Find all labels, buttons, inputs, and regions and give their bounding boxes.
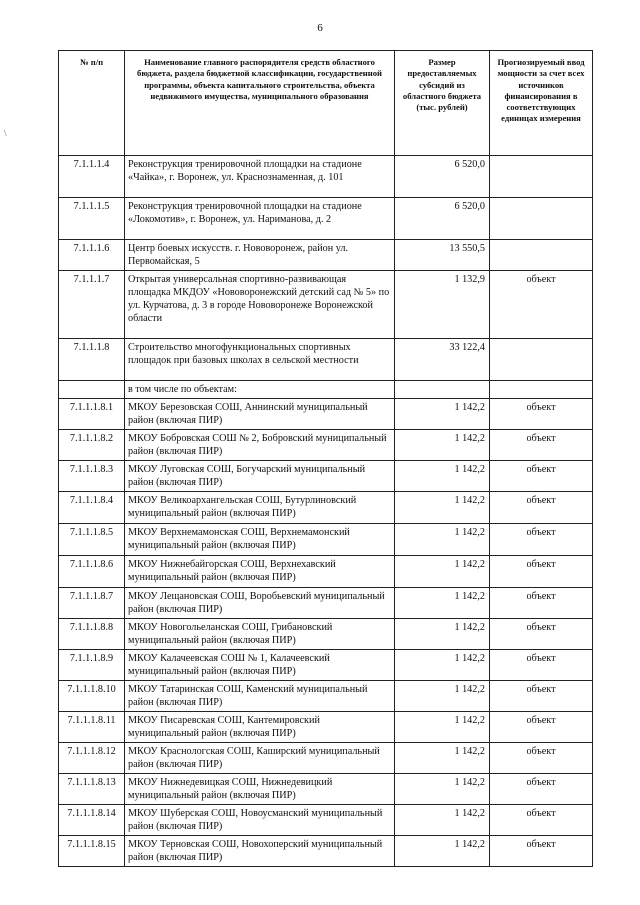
row-amount: 1 142,2 xyxy=(395,492,490,524)
table-row xyxy=(59,430,593,461)
table-row xyxy=(59,492,593,524)
row-name: МКОУ Калачеевская СОШ № 1, Калачеевский муниципальный район (включая ПИР) xyxy=(125,650,395,681)
table-row xyxy=(59,461,593,492)
table-row xyxy=(59,743,593,774)
row-capacity: объект xyxy=(490,712,593,743)
table-row xyxy=(59,588,593,619)
table-row xyxy=(59,712,593,743)
row-amount: 1 142,2 xyxy=(395,430,490,461)
row-number: 7.1.1.1.5 xyxy=(59,198,125,240)
row-capacity xyxy=(490,339,593,381)
row-capacity: объект xyxy=(490,650,593,681)
row-number: 7.1.1.1.8.1 xyxy=(59,399,125,430)
table-row xyxy=(59,681,593,712)
row-name: Открытая универсальная спортивно-развивающая площадка МКДОУ «Нововоронежский детский сад № 5» по ул. Курчатова, д. 3 в городе Нововоронеже Воронежской области xyxy=(125,271,395,339)
row-name: МКОУ Татаринская СОШ, Каменский муниципальный район (включая ПИР) xyxy=(125,681,395,712)
row-capacity: объект xyxy=(490,524,593,556)
table-row xyxy=(59,198,593,240)
page-number: 6 xyxy=(317,22,323,34)
row-name: МКОУ Писаревская СОШ, Кантемировский муниципальный район (включая ПИР) xyxy=(125,712,395,743)
row-number: 7.1.1.1.8.7 xyxy=(59,588,125,619)
header-name: Наименование главного распорядителя средств областного бюджета, раздела бюджетной классификации, государственной программы, объекта капитального строительства, объекта недвижимого имущества, муниципального образования xyxy=(125,51,395,156)
table-row xyxy=(59,805,593,836)
table-header-row xyxy=(59,51,593,156)
row-number: 7.1.1.1.8.4 xyxy=(59,492,125,524)
row-name: Строительство многофункциональных спортивных площадок при базовых школах в сельской местности xyxy=(125,339,395,381)
row-capacity: объект xyxy=(490,430,593,461)
row-name: МКОУ Луговская СОШ, Богучарский муниципальный район (включая ПИР) xyxy=(125,461,395,492)
table-row xyxy=(59,339,593,381)
row-name: МКОУ Верхнемамонская СОШ, Верхнемамонский муниципальный район (включая ПИР) xyxy=(125,524,395,556)
row-amount xyxy=(395,381,490,399)
margin-mark: \ xyxy=(4,128,7,138)
row-amount: 1 142,2 xyxy=(395,650,490,681)
row-name: МКОУ Краснологская СОШ, Каширский муниципальный район (включая ПИР) xyxy=(125,743,395,774)
row-number: 7.1.1.1.8.10 xyxy=(59,681,125,712)
row-capacity xyxy=(490,198,593,240)
row-name: МКОУ Нижнебайгорская СОШ, Верхнехавский муниципальный район (включая ПИР) xyxy=(125,556,395,588)
row-name: МКОУ Нижнедевицкая СОШ, Нижнедевицкий муниципальный район (включая ПИР) xyxy=(125,774,395,805)
row-number: 7.1.1.1.8.12 xyxy=(59,743,125,774)
row-capacity xyxy=(490,240,593,271)
row-amount: 1 142,2 xyxy=(395,461,490,492)
row-number: 7.1.1.1.8.13 xyxy=(59,774,125,805)
row-capacity xyxy=(490,381,593,399)
row-capacity: объект xyxy=(490,774,593,805)
row-number: 7.1.1.1.8.15 xyxy=(59,836,125,867)
row-capacity: объект xyxy=(490,271,593,339)
row-capacity: объект xyxy=(490,588,593,619)
row-amount: 6 520,0 xyxy=(395,156,490,198)
row-number: 7.1.1.1.6 xyxy=(59,240,125,271)
row-amount: 13 550,5 xyxy=(395,240,490,271)
row-capacity: объект xyxy=(490,461,593,492)
row-amount: 1 142,2 xyxy=(395,524,490,556)
row-number: 7.1.1.1.8.5 xyxy=(59,524,125,556)
table-row xyxy=(59,836,593,867)
row-amount: 33 122,4 xyxy=(395,339,490,381)
table-row xyxy=(59,240,593,271)
row-name: МКОУ Терновская СОШ, Новохоперский муниципальный район (включая ПИР) xyxy=(125,836,395,867)
table-row xyxy=(59,381,593,399)
row-amount: 1 142,2 xyxy=(395,836,490,867)
row-number: 7.1.1.1.8.14 xyxy=(59,805,125,836)
row-capacity: объект xyxy=(490,619,593,650)
table-row xyxy=(59,650,593,681)
row-capacity: объект xyxy=(490,492,593,524)
row-name: Реконструкция тренировочной площадки на стадионе «Локомотив», г. Воронеж, ул. Нариманова, д. 2 xyxy=(125,198,395,240)
table-row xyxy=(59,524,593,556)
table-row xyxy=(59,774,593,805)
row-capacity: объект xyxy=(490,743,593,774)
header-amount: Размер предоставляемых субсидий из областного бюджета (тыс. рублей) xyxy=(395,51,490,156)
row-number: 7.1.1.1.7 xyxy=(59,271,125,339)
row-amount: 1 142,2 xyxy=(395,588,490,619)
table-row xyxy=(59,271,593,339)
row-name: Реконструкция тренировочной площадки на стадионе «Чайка», г. Воронеж, ул. Краснознаменная, д. 101 xyxy=(125,156,395,198)
row-name: МКОУ Бобровская СОШ № 2, Бобровский муниципальный район (включая ПИР) xyxy=(125,430,395,461)
row-number xyxy=(59,381,125,399)
row-capacity: объект xyxy=(490,681,593,712)
row-number: 7.1.1.1.8.8 xyxy=(59,619,125,650)
row-name: МКОУ Шуберская СОШ, Новоусманский муниципальный район (включая ПИР) xyxy=(125,805,395,836)
row-capacity: объект xyxy=(490,399,593,430)
row-amount: 1 142,2 xyxy=(395,743,490,774)
row-amount: 1 142,2 xyxy=(395,681,490,712)
row-number: 7.1.1.1.4 xyxy=(59,156,125,198)
row-amount: 1 132,9 xyxy=(395,271,490,339)
header-num: № п/п xyxy=(59,51,125,156)
row-number: 7.1.1.1.8.3 xyxy=(59,461,125,492)
row-capacity: объект xyxy=(490,805,593,836)
table-row xyxy=(59,556,593,588)
row-amount: 6 520,0 xyxy=(395,198,490,240)
table-row xyxy=(59,619,593,650)
table-row xyxy=(59,399,593,430)
row-number: 7.1.1.1.8.11 xyxy=(59,712,125,743)
row-name: Центр боевых искусств. г. Нововоронеж, район ул. Первомайская, 5 xyxy=(125,240,395,271)
row-name: в том числе по объектам: xyxy=(125,381,395,399)
subsidy-table xyxy=(58,50,593,867)
row-amount: 1 142,2 xyxy=(395,774,490,805)
row-amount: 1 142,2 xyxy=(395,556,490,588)
table-body xyxy=(59,156,593,867)
row-number: 7.1.1.1.8.9 xyxy=(59,650,125,681)
row-amount: 1 142,2 xyxy=(395,712,490,743)
row-number: 7.1.1.1.8.6 xyxy=(59,556,125,588)
row-amount: 1 142,2 xyxy=(395,399,490,430)
row-name: МКОУ Лещановская СОШ, Воробьевский муниципальный район (включая ПИР) xyxy=(125,588,395,619)
table-row xyxy=(59,156,593,198)
row-number: 7.1.1.1.8 xyxy=(59,339,125,381)
row-name: МКОУ Березовская СОШ, Аннинский муниципальный район (включая ПИР) xyxy=(125,399,395,430)
row-name: МКОУ Великоархангельская СОШ, Бутурлиновский муниципальный район (включая ПИР) xyxy=(125,492,395,524)
header-capacity: Прогнозируемый ввод мощности за счет всех источников финансирования в соответствующих единицах измерения xyxy=(490,51,593,156)
row-amount: 1 142,2 xyxy=(395,805,490,836)
row-number: 7.1.1.1.8.2 xyxy=(59,430,125,461)
row-amount: 1 142,2 xyxy=(395,619,490,650)
row-name: МКОУ Новогольеланская СОШ, Грибановский муниципальный район (включая ПИР) xyxy=(125,619,395,650)
row-capacity xyxy=(490,156,593,198)
row-capacity: объект xyxy=(490,836,593,867)
row-capacity: объект xyxy=(490,556,593,588)
